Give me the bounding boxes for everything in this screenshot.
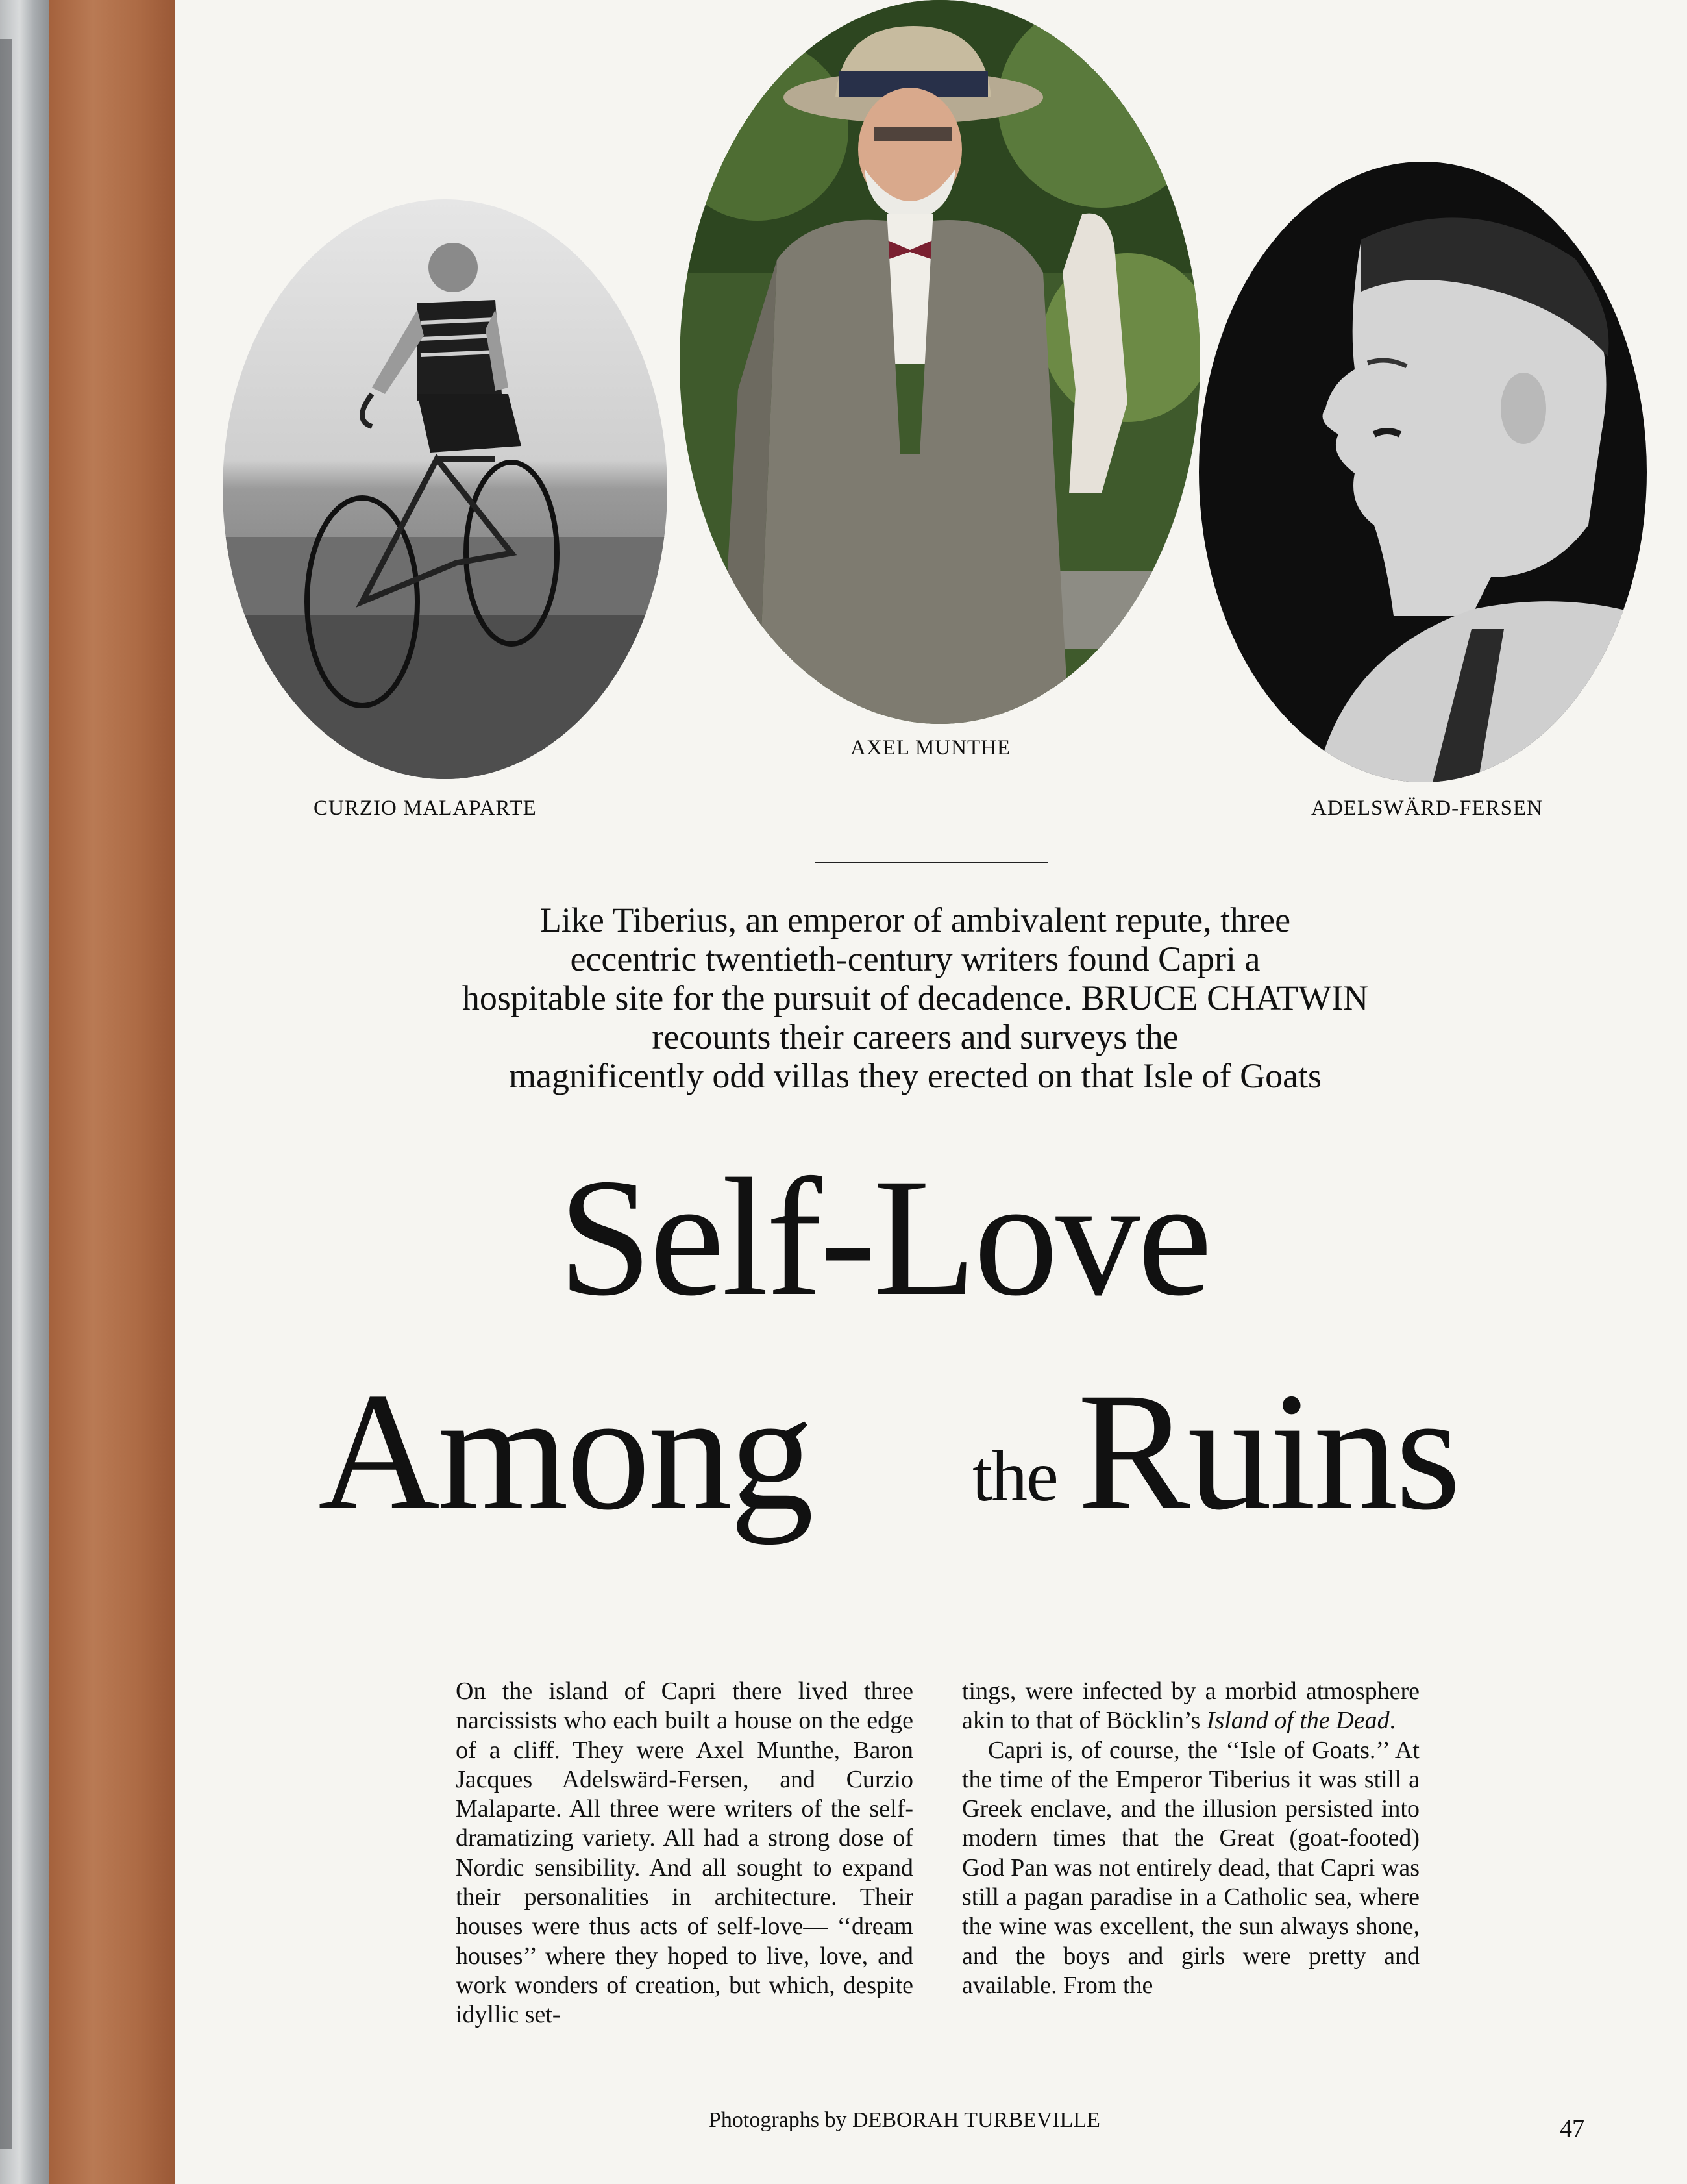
headline-the: the xyxy=(972,1436,1057,1517)
body-text: tings, were infected by a morbid atmosphere akin to that of Böcklin’s xyxy=(962,1678,1420,1735)
headline-ruins: Ruins xyxy=(1077,1358,1459,1545)
headline-self-love: Self-Love xyxy=(558,1144,1210,1331)
caption-axel-munthe: AXEL MUNTHE xyxy=(850,736,1011,760)
deck-line: recounts their careers and surveys the xyxy=(652,1017,1179,1056)
photo-credit: Photographs by DEBORAH TURBEVILLE xyxy=(709,2108,1100,2132)
article-deck xyxy=(363,900,1467,1095)
deck-line: magnificently odd villas they erected on that Isle of Goats xyxy=(508,1056,1322,1095)
profile-photo xyxy=(1199,162,1647,782)
body-text: . xyxy=(1389,1707,1396,1735)
left-page-edge-rust xyxy=(49,0,175,2184)
left-page-edge-photo xyxy=(0,39,12,2149)
portrait-adelsward-fersen xyxy=(1199,162,1647,782)
headline-among: Among xyxy=(318,1358,811,1545)
portrait-axel-munthe xyxy=(680,0,1200,724)
caption-adelsward-fersen: ADELSWÄRD-FERSEN xyxy=(1311,797,1544,820)
body-paragraph xyxy=(962,1677,1420,1736)
man-in-hat-photo xyxy=(680,0,1200,724)
body-paragraph: Capri is, of course, the ‘‘Isle of Goats.’’ At the time of the Emperor Tiberius it was still a Greek enclave, and the illusion persisted into modern times that the Great (goat-footed) God Pan was not entirely dead, that Capri was still a pagan paradise in a Catholic sea, where the wine was excellent, the sun always shone, and the boys and girls were pretty and available. From the xyxy=(962,1736,1420,1999)
deck-line: Like Tiberius, an emperor of ambivalent repute, three xyxy=(539,900,1291,939)
page-number: 47 xyxy=(1560,2115,1584,2142)
divider-rule xyxy=(815,862,1048,863)
body-column-1 xyxy=(456,1677,913,2030)
body-paragraph: On the island of Capri there lived three narcissists who each built a house on the edge of a cliff. They were Axel Munthe, Baron Jacques Adelswärd-Fersen, and Curzio Malaparte. All three were writers of the self-dramatizing variety. All had a strong dose of Nordic sensibility. And all sought to expand their personalities in architecture. Their houses were thus acts of self-love— ‘‘dream houses’’ where they hoped to live, love, and work wonders of creation, but which, despite idyllic set- xyxy=(456,1678,913,2029)
body-column-2 xyxy=(962,1677,1420,2000)
book-title: Island of the Dead xyxy=(1206,1707,1390,1735)
portrait-curzio-malaparte xyxy=(223,199,667,779)
cyclist-photo xyxy=(223,199,667,779)
deck-line: hospitable site for the pursuit of decadence. BRUCE CHATWIN xyxy=(462,978,1369,1017)
caption-curzio-malaparte: CURZIO MALAPARTE xyxy=(314,797,537,820)
deck-line: eccentric twentieth-century writers found Capri a xyxy=(570,939,1261,978)
